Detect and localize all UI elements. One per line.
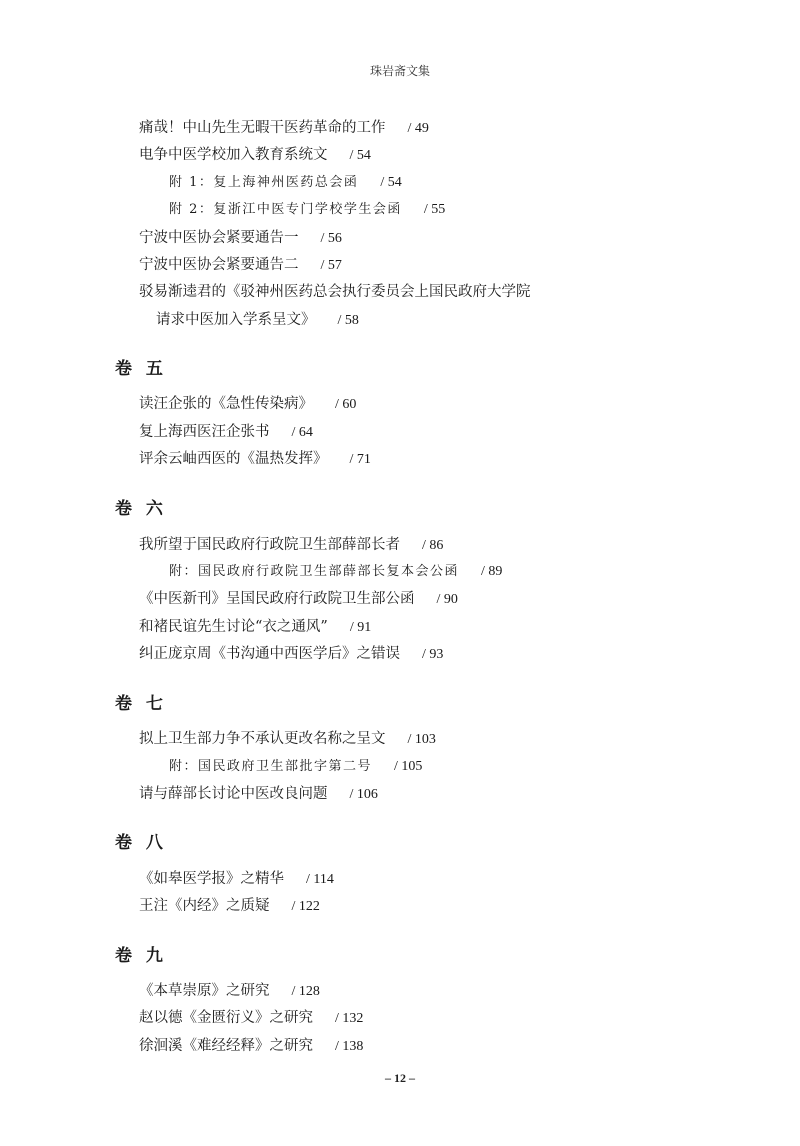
toc-page-number: / 93: [422, 647, 444, 662]
toc-entry: [139, 1036, 363, 1057]
toc-page-number: / 57: [320, 258, 342, 273]
toc-page-number: / 105: [394, 759, 423, 774]
toc-page-number: / 106: [349, 787, 378, 802]
toc-entry-title: 和褚民谊先生讨论“衣之通风”: [139, 619, 328, 635]
toc-entry: [139, 784, 378, 805]
toc-sub-entry: [169, 200, 445, 220]
toc-entry: [139, 896, 320, 917]
toc-entry-title: 附 2：复浙江中医专门学校学生会函: [169, 202, 402, 217]
section-heading: 卷 五: [115, 359, 167, 379]
toc-page-number: / 49: [407, 121, 429, 136]
toc-page-number: / 58: [337, 313, 359, 328]
running-header: 珠岩斋文集: [369, 64, 430, 78]
toc-page-number: / 54: [380, 175, 402, 190]
toc-entry: [139, 449, 371, 470]
toc-page-number: / 56: [320, 231, 342, 246]
toc-page-number: / 128: [291, 984, 320, 999]
toc-entry: [139, 228, 342, 249]
section-heading: 卷 九: [115, 946, 167, 966]
toc-entry-title: 附：国民政府卫生部批字第二号: [169, 759, 373, 774]
page-number-footer: – 12 –: [385, 1071, 415, 1085]
toc-entry: [139, 282, 531, 302]
toc-entry-title: 王注《内经》之质疑: [139, 898, 270, 914]
toc-entry-title: 电争中医学校加入教育系统文: [139, 147, 328, 163]
toc-entry-continuation: [156, 310, 359, 331]
toc-entry-title: 驳易渐逵君的《驳神州医药总会执行委员会上国民政府大学院: [139, 284, 531, 300]
toc-page-number: / 122: [291, 899, 320, 914]
toc-entry-title: 《如皋医学报》之精华: [139, 871, 284, 887]
toc-entry-title: 请求中医加入学系呈文》: [156, 312, 316, 328]
toc-page-number: / 86: [422, 538, 444, 553]
toc-entry-title: 附 1：复上海神州医药总会函: [169, 175, 359, 190]
toc-sub-entry: [169, 173, 402, 193]
toc-entry: [139, 589, 458, 610]
toc-entry: [139, 422, 313, 443]
toc-entry-title: 痛哉！中山先生无暇干医药革命的工作: [139, 120, 386, 136]
toc-page-number: / 103: [407, 732, 436, 747]
toc-page-number: / 60: [335, 397, 357, 412]
toc-page-number: / 132: [335, 1011, 364, 1026]
toc-page-number: / 89: [481, 564, 503, 579]
toc-entry: [139, 394, 356, 415]
toc-entry-title: 评余云岫西医的《温热发挥》: [139, 451, 328, 467]
toc-page-number: / 138: [335, 1039, 364, 1054]
toc-entry-title: 徐洄溪《难经经释》之研究: [139, 1038, 313, 1054]
toc-page-number: / 55: [423, 202, 446, 217]
toc-entry: [139, 981, 320, 1002]
toc-sub-entry: [169, 757, 422, 777]
toc-entry-title: 我所望于国民政府行政院卫生部薛部长者: [139, 537, 400, 553]
toc-sub-entry: [169, 562, 502, 582]
section-heading: 卷 六: [115, 499, 167, 519]
toc-entry-title: 宁波中医协会紧要通告一: [139, 230, 299, 246]
toc-entry-title: 拟上卫生部力争不承认更改名称之呈文: [139, 731, 386, 747]
toc-entry: [139, 1008, 363, 1029]
toc-entry: [139, 729, 436, 750]
toc-page-number: / 91: [349, 620, 372, 635]
toc-entry-title: 复上海西医汪企张书: [139, 424, 270, 440]
toc-entry: [139, 255, 342, 276]
toc-entry: [139, 535, 443, 556]
toc-page-number: / 64: [291, 425, 313, 440]
section-heading: 卷 八: [115, 833, 167, 853]
toc-entry-title: 请与薛部长讨论中医改良问题: [139, 786, 328, 802]
toc-page-number: / 71: [349, 452, 371, 467]
section-heading: 卷 七: [115, 694, 167, 714]
toc-entry-title: 读汪企张的《急性传染病》: [139, 396, 313, 412]
toc-entry-title: 宁波中医协会紧要通告二: [139, 257, 299, 273]
toc-entry: [139, 869, 334, 890]
toc-entry: [139, 644, 443, 665]
toc-entry-title: 赵以德《金匮衍义》之研究: [139, 1010, 313, 1026]
toc-page-number: / 114: [306, 872, 334, 887]
toc-entry-title: 附：国民政府行政院卫生部薛部长复本会公函: [169, 564, 460, 579]
toc-entry: [139, 145, 371, 166]
toc-page-number: / 90: [436, 592, 458, 607]
toc-entry: [139, 617, 371, 638]
toc-entry-title: 纠正庞京周《书沟通中西医学后》之错误: [139, 646, 400, 662]
toc-entry-title: 《本草崇原》之研究: [139, 983, 270, 999]
toc-entry: [139, 118, 429, 139]
toc-page-number: / 54: [349, 148, 371, 163]
toc-entry-title: 《中医新刊》呈国民政府行政院卫生部公函: [139, 591, 415, 607]
